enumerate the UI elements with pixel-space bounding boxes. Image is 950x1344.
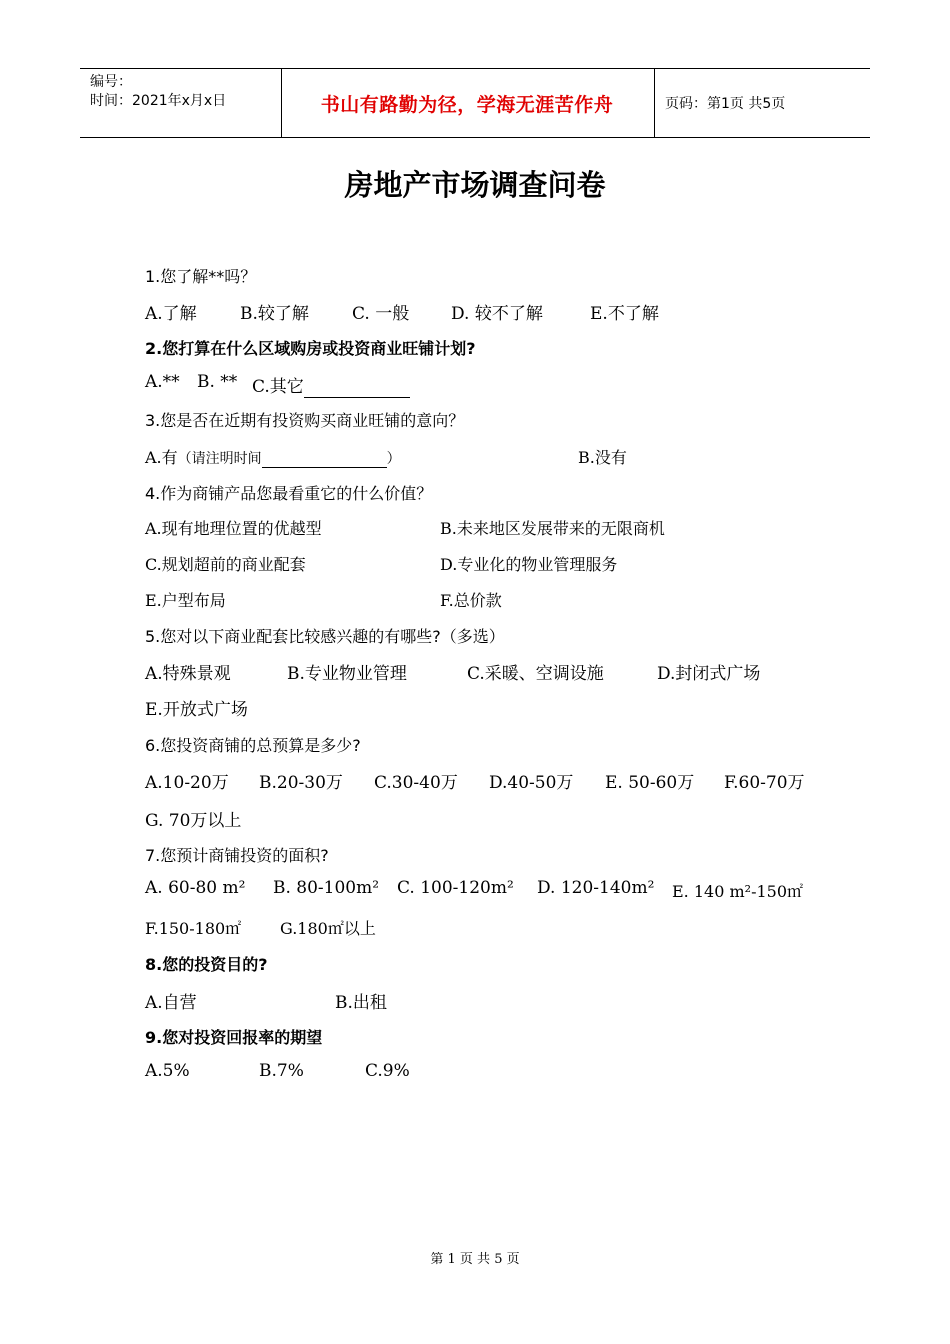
option[interactable]: C.9%: [365, 1061, 410, 1081]
option[interactable]: B.20-30万: [259, 773, 343, 793]
option[interactable]: B. 80-100m²: [273, 878, 380, 898]
question-2: 2.您打算在什么区域购房或投资商业旺铺计划?: [145, 339, 476, 358]
option[interactable]: B.未来地区发展带来的无限商机: [440, 519, 665, 538]
option[interactable]: A.5%: [145, 1061, 190, 1081]
page-footer: 第 1 页 共 5 页: [430, 1252, 520, 1267]
option[interactable]: B.专业物业管理: [287, 664, 407, 684]
option[interactable]: A.现有地理位置的优越型: [145, 519, 322, 538]
option[interactable]: A.**: [145, 372, 180, 392]
fill-in-blank[interactable]: [262, 448, 387, 468]
question-8: 8.您的投资目的?: [145, 955, 268, 974]
option[interactable]: E. 50-60万: [605, 773, 695, 793]
question-6: 6.您投资商铺的总预算是多少?: [145, 736, 361, 755]
option[interactable]: A.特殊景观: [145, 664, 231, 684]
option[interactable]: C.采暖、空调设施: [467, 664, 604, 684]
page-title: 房地产市场调查问卷: [344, 168, 606, 202]
option[interactable]: E.开放式广场: [145, 700, 248, 720]
option[interactable]: B.较了解: [240, 304, 309, 324]
option[interactable]: C.规划超前的商业配套: [145, 555, 306, 574]
option[interactable]: A. 60-80 m²: [145, 878, 246, 898]
option[interactable]: A.自营: [145, 993, 197, 1013]
header-meta: [90, 73, 226, 111]
option[interactable]: B.出租: [335, 993, 387, 1013]
option[interactable]: C. 100-120m²: [397, 878, 514, 898]
option[interactable]: D.封闭式广场: [657, 664, 761, 684]
question-1: 1.您了解**吗？: [145, 267, 257, 286]
option[interactable]: B.没有: [578, 448, 627, 467]
option[interactable]: F.150-180㎡: [145, 919, 242, 938]
option[interactable]: A.了解: [145, 304, 197, 324]
question-7: 7.您预计商铺投资的面积?: [145, 846, 329, 865]
question-5: 5.您对以下商业配套比较感兴趣的有哪些?（多选）: [145, 627, 505, 646]
option[interactable]: E.户型布局: [145, 591, 226, 610]
option[interactable]: F.总价款: [440, 591, 502, 610]
option[interactable]: D.专业化的物业管理服务: [440, 555, 618, 574]
document-header: [80, 68, 870, 138]
option[interactable]: C. 一般: [352, 304, 410, 324]
option-other[interactable]: C.其它: [252, 372, 410, 398]
question-3: 3.您是否在近期有投资购买商业旺铺的意向？: [145, 411, 465, 430]
option[interactable]: C.30-40万: [374, 773, 458, 793]
option-yes[interactable]: A.有（请注明时间 ）: [145, 448, 401, 467]
option[interactable]: E. 140 m²-150㎡: [672, 882, 804, 901]
option[interactable]: A.10-20万: [145, 773, 229, 793]
option[interactable]: G.180㎡以上: [280, 919, 376, 938]
option[interactable]: B.7%: [259, 1061, 304, 1081]
question-4: 4.作为商铺产品您最看重它的什么价值？: [145, 484, 433, 503]
header-page-label: 页码：第1页 共5页: [665, 96, 786, 112]
option[interactable]: F.60-70万: [724, 773, 805, 793]
fill-in-blank[interactable]: [304, 377, 410, 398]
code-label: 编号：: [90, 74, 132, 90]
header-divider: [654, 69, 655, 137]
question-9: 9.您对投资回报率的期望: [145, 1028, 323, 1047]
option[interactable]: G. 70万以上: [145, 811, 242, 831]
option[interactable]: D. 120-140m²: [537, 878, 655, 898]
time-label: 时间：2021年x月x日: [90, 93, 227, 109]
option[interactable]: D.40-50万: [489, 773, 574, 793]
option[interactable]: D. 较不了解: [451, 304, 543, 324]
header-motto: 书山有路勤为径，学海无涯苦作舟: [320, 93, 614, 116]
option[interactable]: E.不了解: [590, 304, 659, 324]
option[interactable]: B. **: [197, 372, 238, 392]
